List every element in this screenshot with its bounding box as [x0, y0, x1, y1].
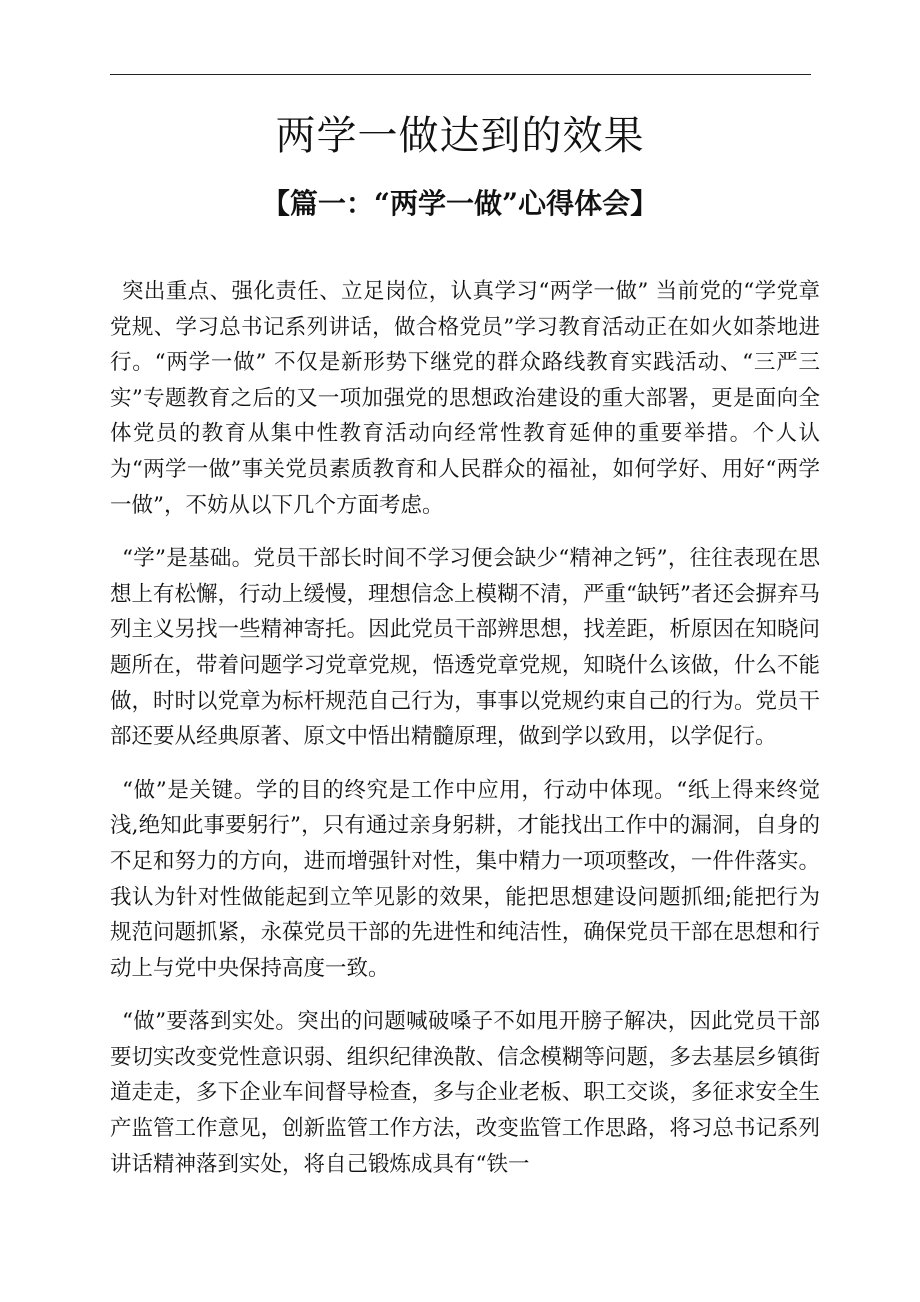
document-title: 两学一做达到的效果	[275, 113, 645, 159]
header-rule	[110, 74, 811, 75]
section-heading: 【篇一：“两学一做”心得体会】	[261, 187, 659, 220]
document-body	[110, 274, 820, 1200]
paragraph-do: “做”是关键。学的目的终究是工作中应用，行动中体现。“纸上得来终觉浅,绝知此事要躬行”，只有通过亲身躬耕，才能找出工作中的漏洞，自身的不足和努力的方向，进而增强针对性，集中精力一项项整改，一件件落实。我认为针对性做能起到立竿见影的效果，能把思想建设问题抓细;能把行为规范问题抓紧，永葆党员干部的先进性和纯洁性，确保党员干部在思想和行动上与党中央保持高度一致。	[110, 777, 820, 981]
paragraph-intro: 突出重点、强化责任、立足岗位，认真学习“两学一做” 当前党的“学党章党规、学习总书记系列讲话，做合格党员”学习教育活动正在如火如荼地进行。“两学一做” 不仅是新形势下继党的群众路线教育实践活动、“三严三实”专题教育之后的又一项加强党的思想政治建设的重大部署，更是面向全体党员的教育从集中性教育活动向经常性教育延伸的重要举措。个人认为“两学一做”事关党员素质教育和人民群众的福祉，如何学好、用好“两学一做”，不妨从以下几个方面考虑。	[110, 279, 820, 518]
paragraph-study: “学”是基础。党员干部长时间不学习便会缺少“精神之钙”，往往表现在思想上有松懈，行动上缓慢，理想信念上模糊不清，严重“缺钙”者还会摒弃马列主义另找一些精神寄托。因此党员干部辨思想，找差距，析原因在知晓问题所在，带着问题学习党章党规，悟透党章党规，知晓什么该做，什么不能做，时时以党章为标杆规范自己行为，事事以党规约束自己的行为。党员干部还要从经典原著、原文中悟出精髓原理，做到学以致用，以学促行。	[110, 546, 820, 750]
paragraph-implement: “做”要落到实处。突出的问题喊破嗓子不如甩开膀子解决，因此党员干部要切实改变党性意识弱、组织纪律涣散、信念模糊等问题，多去基层乡镇街道走走，多下企业车间督导检查，多与企业老板、职工交谈，多征求安全生产监管工作意见，创新监管工作方法，改变监管工作思路，将习总书记系列讲话精神落到实处，将自己锻炼成具有“铁一	[110, 1009, 820, 1177]
